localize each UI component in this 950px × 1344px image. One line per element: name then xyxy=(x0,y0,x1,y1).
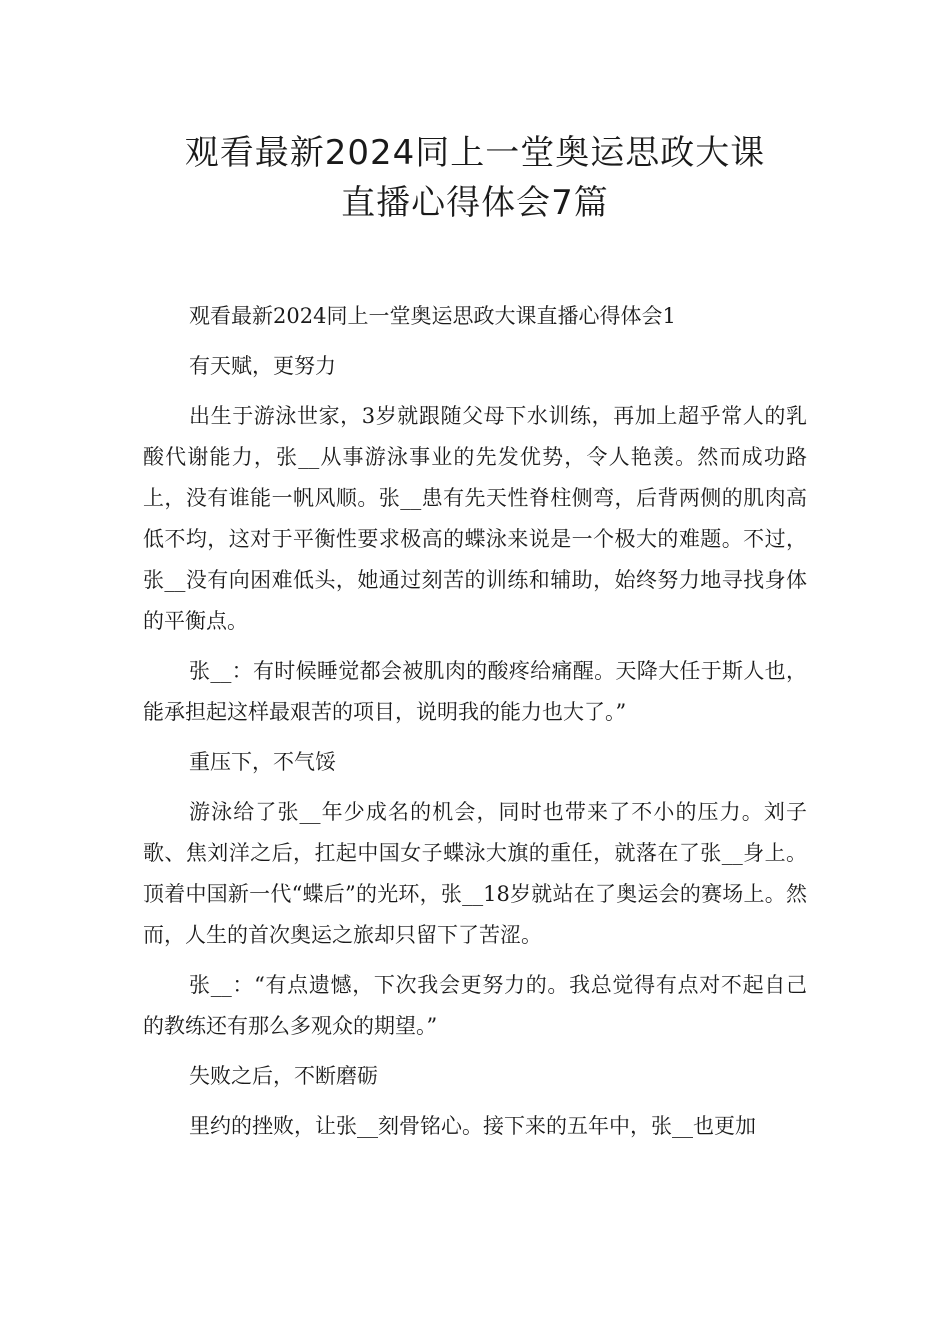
subheading: 失败之后，不断磨砺 xyxy=(189,1064,378,1088)
title-line-2: 直播心得体会7篇 xyxy=(341,183,609,223)
quote-paragraph: 张__：“有点遗憾，下次我会更努力的。我总觉得有点对不起自己的教练还有那么多观众的期望。” xyxy=(143,973,807,1038)
body-paragraph: 里约的挫败，让张__刻骨铭心。接下来的五年中，张__也更加 xyxy=(189,1114,756,1138)
body-paragraph: 游泳给了张__年少成名的机会，同时也带来了不小的压力。刘子歌、焦刘洋之后，扛起中国女子蝶泳大旗的重任，就落在了张__身上。顶着中国新一代“蝶后”的光环，张__18岁就站在了奥运会的赛场上。然而，人生的首次奥运之旅却只留下了苦涩。 xyxy=(143,800,807,947)
subheading: 有天赋，更努力 xyxy=(189,354,336,378)
subheading: 重压下，不气馁 xyxy=(189,750,336,774)
document-body xyxy=(143,296,807,1147)
quote-paragraph: 张__：有时候睡觉都会被肌肉的酸疼给痛醒。天降大任于斯人也，能承担起这样最艰苦的项目，说明我的能力也大了。” xyxy=(143,659,807,724)
title-line-1: 观看最新2024同上一堂奥运思政大课 xyxy=(184,133,766,173)
section-heading: 观看最新2024同上一堂奥运思政大课直播心得体会1 xyxy=(189,304,676,328)
body-paragraph: 出生于游泳世家，3岁就跟随父母下水训练，再加上超乎常人的乳酸代谢能力，张__从事游泳事业的先发优势，令人艳羡。然而成功路上，没有谁能一帆风顺。张__患有先天性脊柱侧弯，后背两侧的肌肉高低不均，这对于平衡性要求极高的蝶泳来说是一个极大的难题。不过，张__没有向困难低头，她通过刻苦的训练和辅助，始终努力地寻找身体的平衡点。 xyxy=(143,404,807,633)
document-title xyxy=(143,128,807,228)
